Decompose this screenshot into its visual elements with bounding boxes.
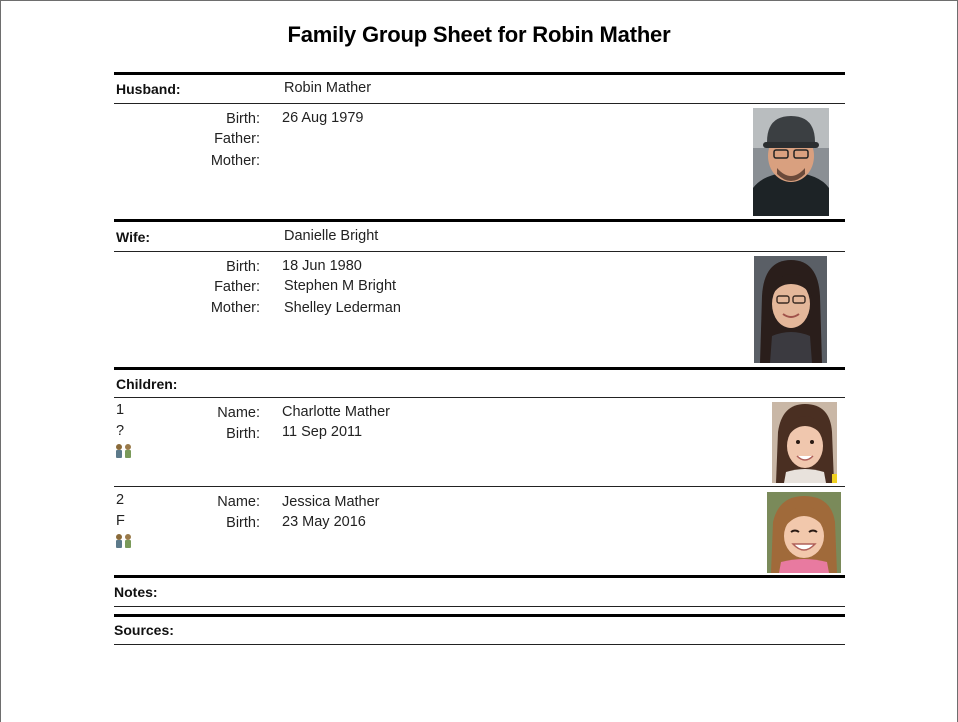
section-divider — [114, 367, 845, 370]
child-number: 1 — [116, 402, 125, 418]
husband-birth-label: Birth: — [226, 111, 260, 127]
child-name-label: Name: — [217, 405, 260, 421]
wife-name: Danielle Bright — [284, 228, 379, 244]
child-number: 2 — [116, 492, 125, 508]
child-birth-label: Birth: — [226, 515, 260, 531]
wife-label: Wife: — [116, 229, 151, 245]
row-divider — [114, 486, 845, 487]
child-name: Jessica Mather — [282, 494, 380, 510]
section-divider — [114, 614, 845, 617]
row-divider — [114, 397, 845, 398]
child-birth: 11 Sep 2011 — [282, 424, 363, 440]
row-divider — [114, 644, 845, 645]
sources-label: Sources: — [114, 622, 174, 638]
husband-father-label: Father: — [214, 131, 260, 147]
section-divider — [114, 219, 845, 222]
section-divider — [114, 72, 845, 75]
children-label: Children: — [116, 376, 178, 392]
row-divider — [114, 606, 845, 607]
row-divider — [114, 251, 845, 252]
family-icon[interactable] — [114, 533, 134, 549]
child-photo[interactable] — [767, 492, 841, 573]
wife-birth-label: Birth: — [226, 259, 260, 275]
child-birth: 23 May 2016 — [282, 514, 366, 530]
wife-birth: 18 Jun 1980 — [282, 258, 362, 274]
husband-birth: 26 Aug 1979 — [282, 110, 364, 126]
wife-photo[interactable] — [754, 256, 827, 363]
child-name-label: Name: — [217, 494, 260, 510]
section-divider — [114, 575, 845, 578]
wife-father: Stephen M Bright — [284, 278, 397, 294]
husband-mother-label: Mother: — [210, 153, 260, 169]
wife-father-label: Father: — [214, 279, 260, 295]
row-divider — [114, 103, 845, 104]
child-birth-label: Birth: — [226, 426, 260, 442]
child-sex: ? — [116, 423, 125, 439]
husband-name: Robin Mather — [284, 80, 372, 96]
husband-photo[interactable] — [753, 108, 829, 216]
wife-mother-label: Mother: — [210, 300, 260, 316]
child-name: Charlotte Mather — [282, 404, 390, 420]
wife-mother: Shelley Lederman — [284, 300, 401, 316]
notes-label: Notes: — [114, 584, 158, 600]
child-sex: F — [116, 513, 125, 529]
husband-label: Husband: — [116, 81, 181, 97]
page-title: Family Group Sheet for Robin Mather — [287, 22, 671, 47]
child-photo[interactable] — [772, 402, 837, 483]
family-icon[interactable] — [114, 443, 134, 459]
